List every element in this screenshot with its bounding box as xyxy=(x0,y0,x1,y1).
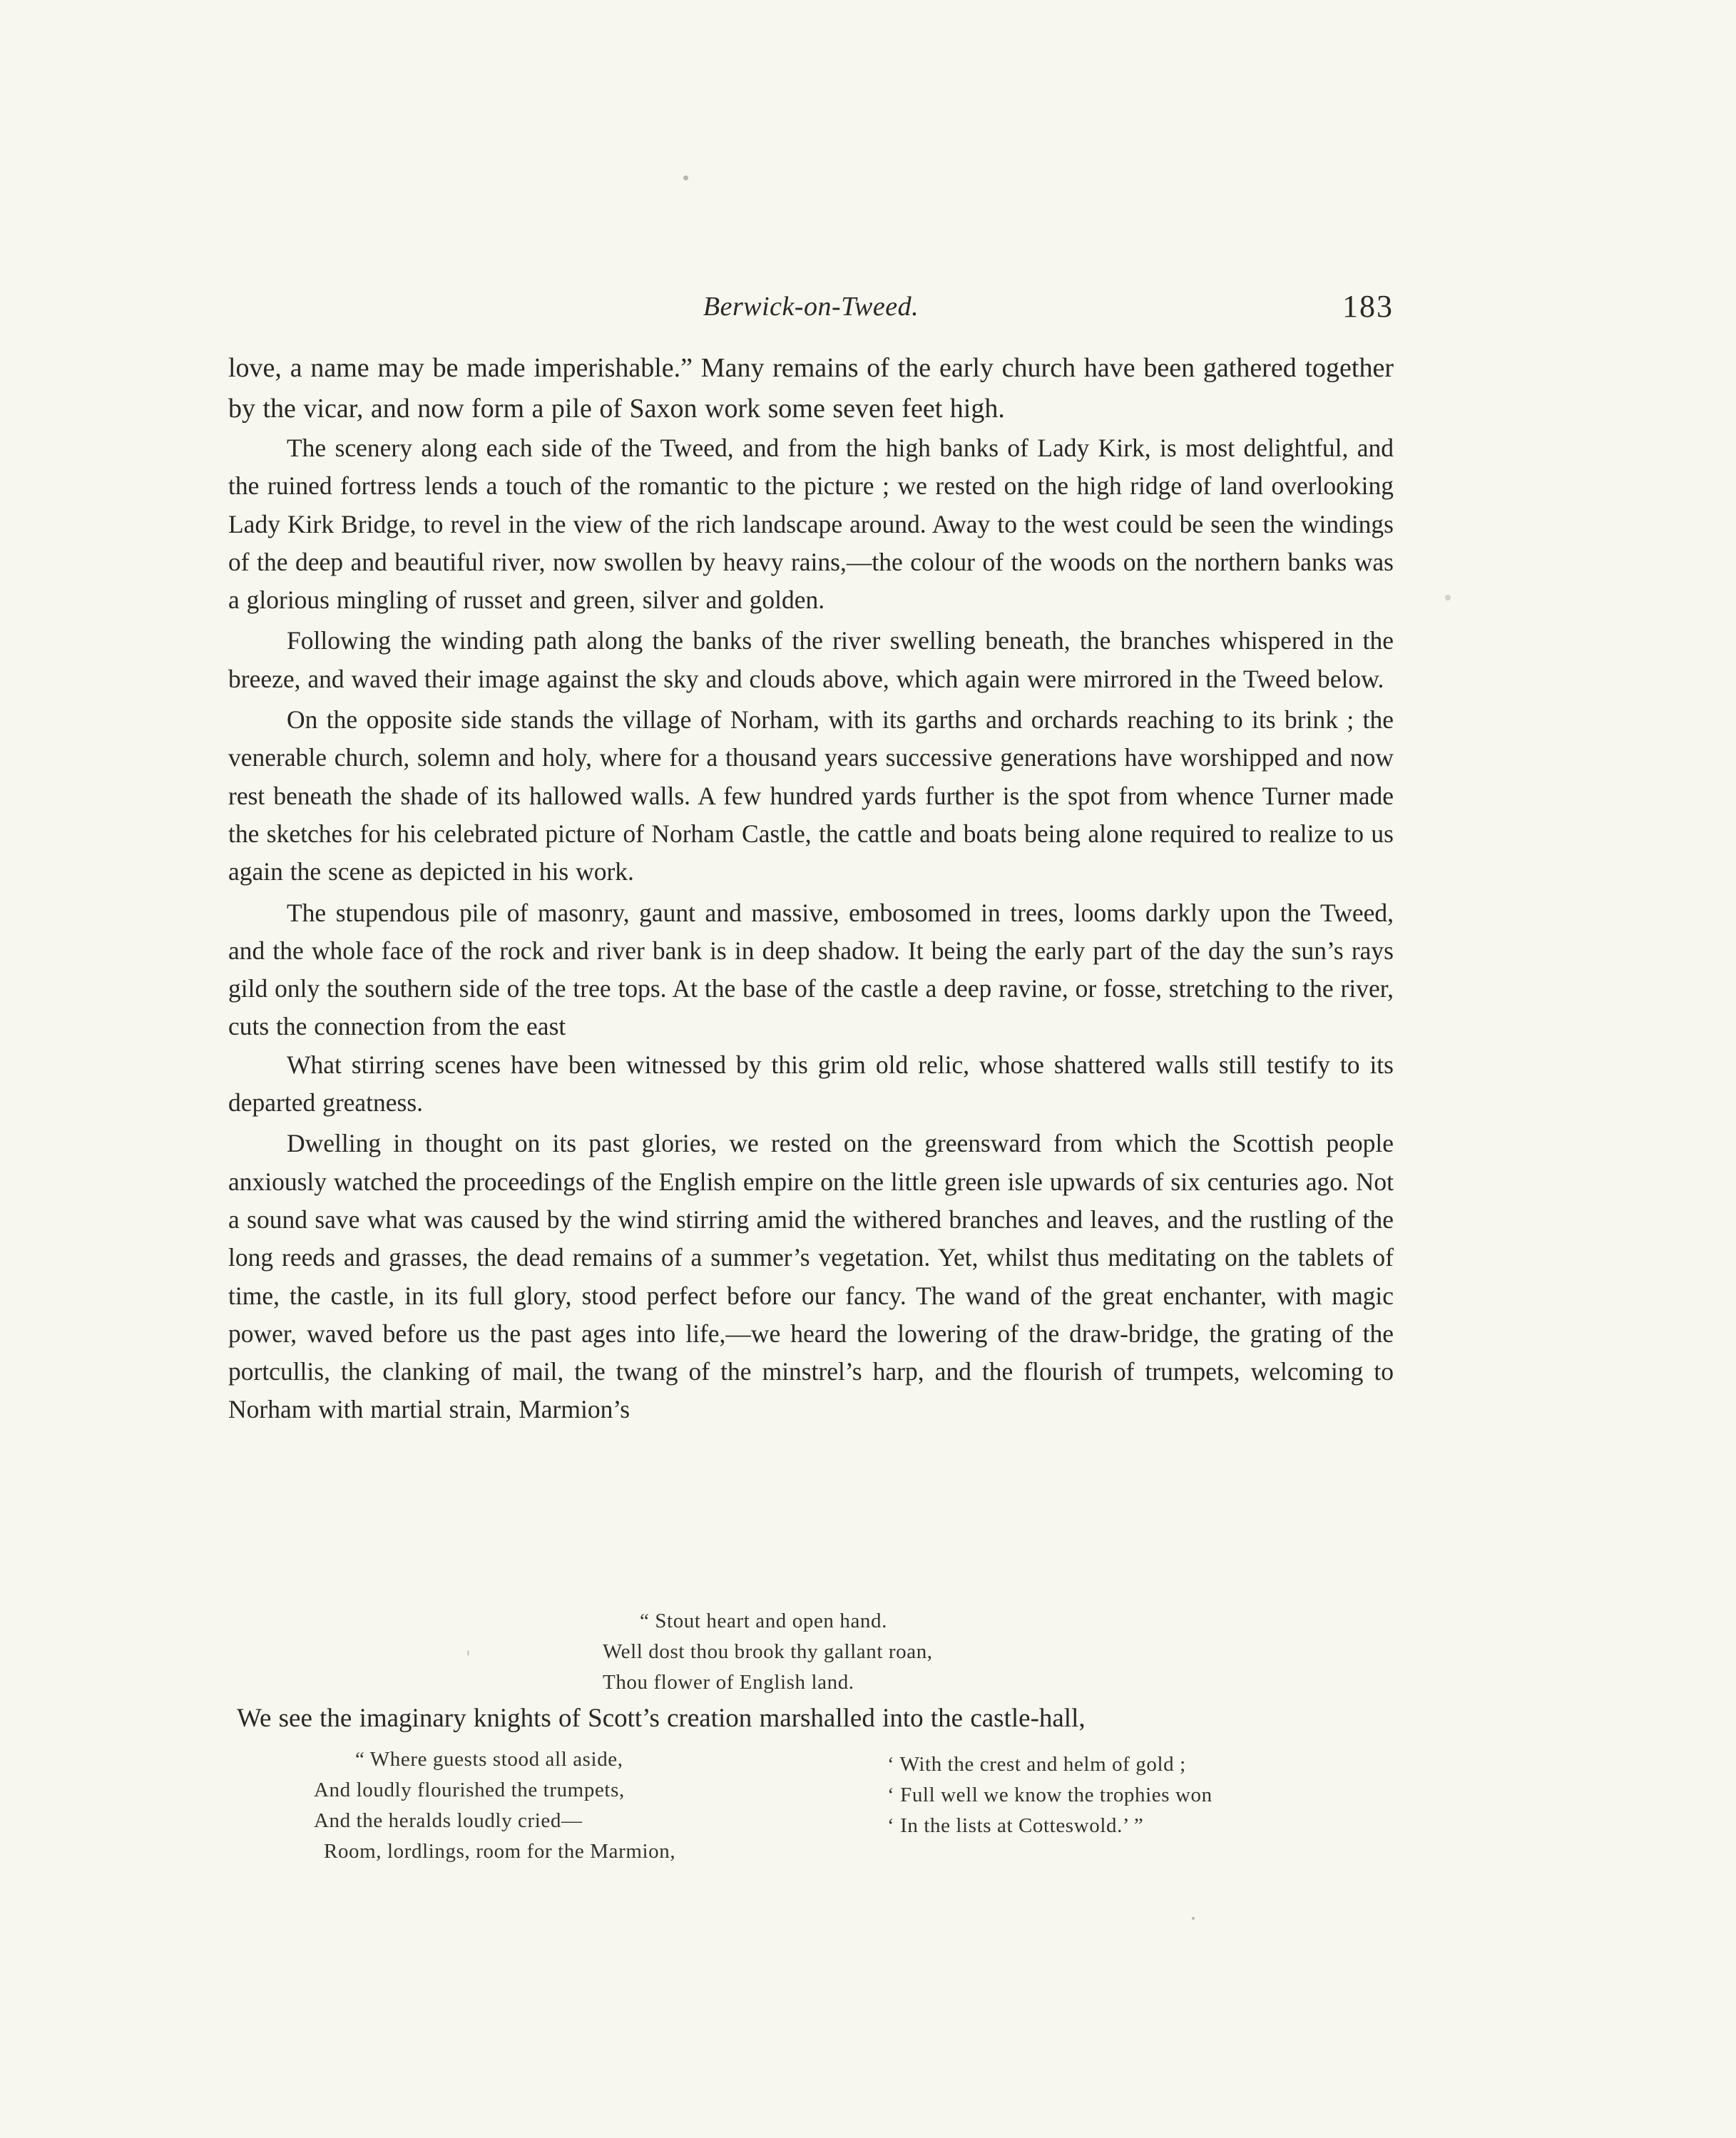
scott-paragraph: We see the imaginary knights of Scott’s creation marshalled into the castle-hall, xyxy=(237,1704,1086,1733)
paragraph: love, a name may be made imperishable.” Many remains of the early church have been gathered together by the vicar, and now form a pile of Saxon work some seven feet high. xyxy=(228,353,1394,424)
verse-line: Thou flower of English land. xyxy=(603,1671,854,1694)
paragraph: The stupendous pile of masonry, gaunt and massive, embosomed in trees, looms darkly upon the Tweed, and the whole face of the rock and river bank is in deep shadow. It being the early part of the day the sun’s rays gild only the southern side of the tree tops. At the base of the castle a deep ravine, or fosse, stretching to the river, cuts the connection from the east xyxy=(228,898,1394,1041)
paper-speck xyxy=(683,175,688,180)
paragraph: Following the winding path along the banks of the river swelling beneath, the branches whispered in the breeze, and waved their image against the sky and clouds above, which again were mirrored in the Tweed below. xyxy=(228,626,1394,693)
verse-line: Well dost thou brook thy gallant roan, xyxy=(603,1640,933,1663)
verse-line: ‘ In the lists at Cotteswold.’ ” xyxy=(887,1814,1144,1837)
verse-quote-marmion xyxy=(603,1606,933,1698)
paper-speck xyxy=(1445,595,1451,600)
paper-speck xyxy=(1192,1917,1195,1920)
verse-line: And loudly flourished the trumpets, xyxy=(314,1779,625,1801)
verse-line: “ Where guests stood all aside, xyxy=(355,1748,623,1771)
verse-quote-left-column xyxy=(314,1744,675,1867)
paragraph: What stirring scenes have been witnessed by this grim old relic, whose shattered walls still testify to its departed greatness. xyxy=(228,1050,1394,1117)
verse-line: Room, lordlings, room for the Marmion, xyxy=(324,1840,676,1863)
paragraph: On the opposite side stands the village of Norham, with its garths and orchards reaching to its brink ; the venerable church, solemn and holy, where for a thousand years successive generations have worshipped and now rest beneath the shade of its hallowed walls. A few hundred yards further is the spot from whence Turner made the sketches for his celebrated picture of Norham Castle, the cattle and boats being alone required to realize to us again the scene as depicted in his work. xyxy=(228,705,1394,886)
page-number: 183 xyxy=(1342,289,1394,324)
verse-quote-right-column xyxy=(887,1749,1212,1841)
verse-line: And the heralds loudly cried— xyxy=(314,1809,583,1832)
paragraph: The scenery along each side of the Tweed, and from the high banks of Lady Kirk, is most delightful, and the ruined fortress lends a touch of the romantic to the picture ; we rested on the high ridge of land overlooking Lady Kirk Bridge, to revel in the view of the rich landscape around. Away to the west could be seen the windings of the deep and beautiful river, now swollen by heavy rains,—the colour of the woods on the northern banks was a glorious mingling of russet and green, silver and golden. xyxy=(228,434,1394,615)
page-header xyxy=(228,288,1394,331)
running-title: Berwick-on-Tweed. xyxy=(703,292,919,322)
verse-line: ‘ With the crest and helm of gold ; xyxy=(887,1753,1186,1776)
paragraph: Dwelling in thought on its past glories, we rested on the greensward from which the Scottish people anxiously watched the proceedings of the English empire on the little green isle upwards of six centuries ago. Not a sound save what was caused by the wind stirring amid the withered branches and leaves, and the rustling of the long reeds and grasses, the dead remains of a summer’s vegetation. Yet, whilst thus meditating on the tablets of time, the castle, in its full glory, stood perfect before our fancy. The wand of the great enchanter, with magic power, waved before us the past ages into life,—we heard the lowering of the draw-bridge, the grating of the portcullis, the clanking of mail, the twang of the minstrel’s harp, and the flourish of trumpets, welcoming to Norham with martial strain, Marmion’s xyxy=(228,1129,1394,1424)
paper-speck xyxy=(467,1650,469,1656)
verse-line: ‘ Full well we know the trophies won xyxy=(887,1784,1212,1806)
body-text xyxy=(228,348,1394,1429)
verse-line: “ Stout heart and open hand. xyxy=(640,1610,887,1632)
